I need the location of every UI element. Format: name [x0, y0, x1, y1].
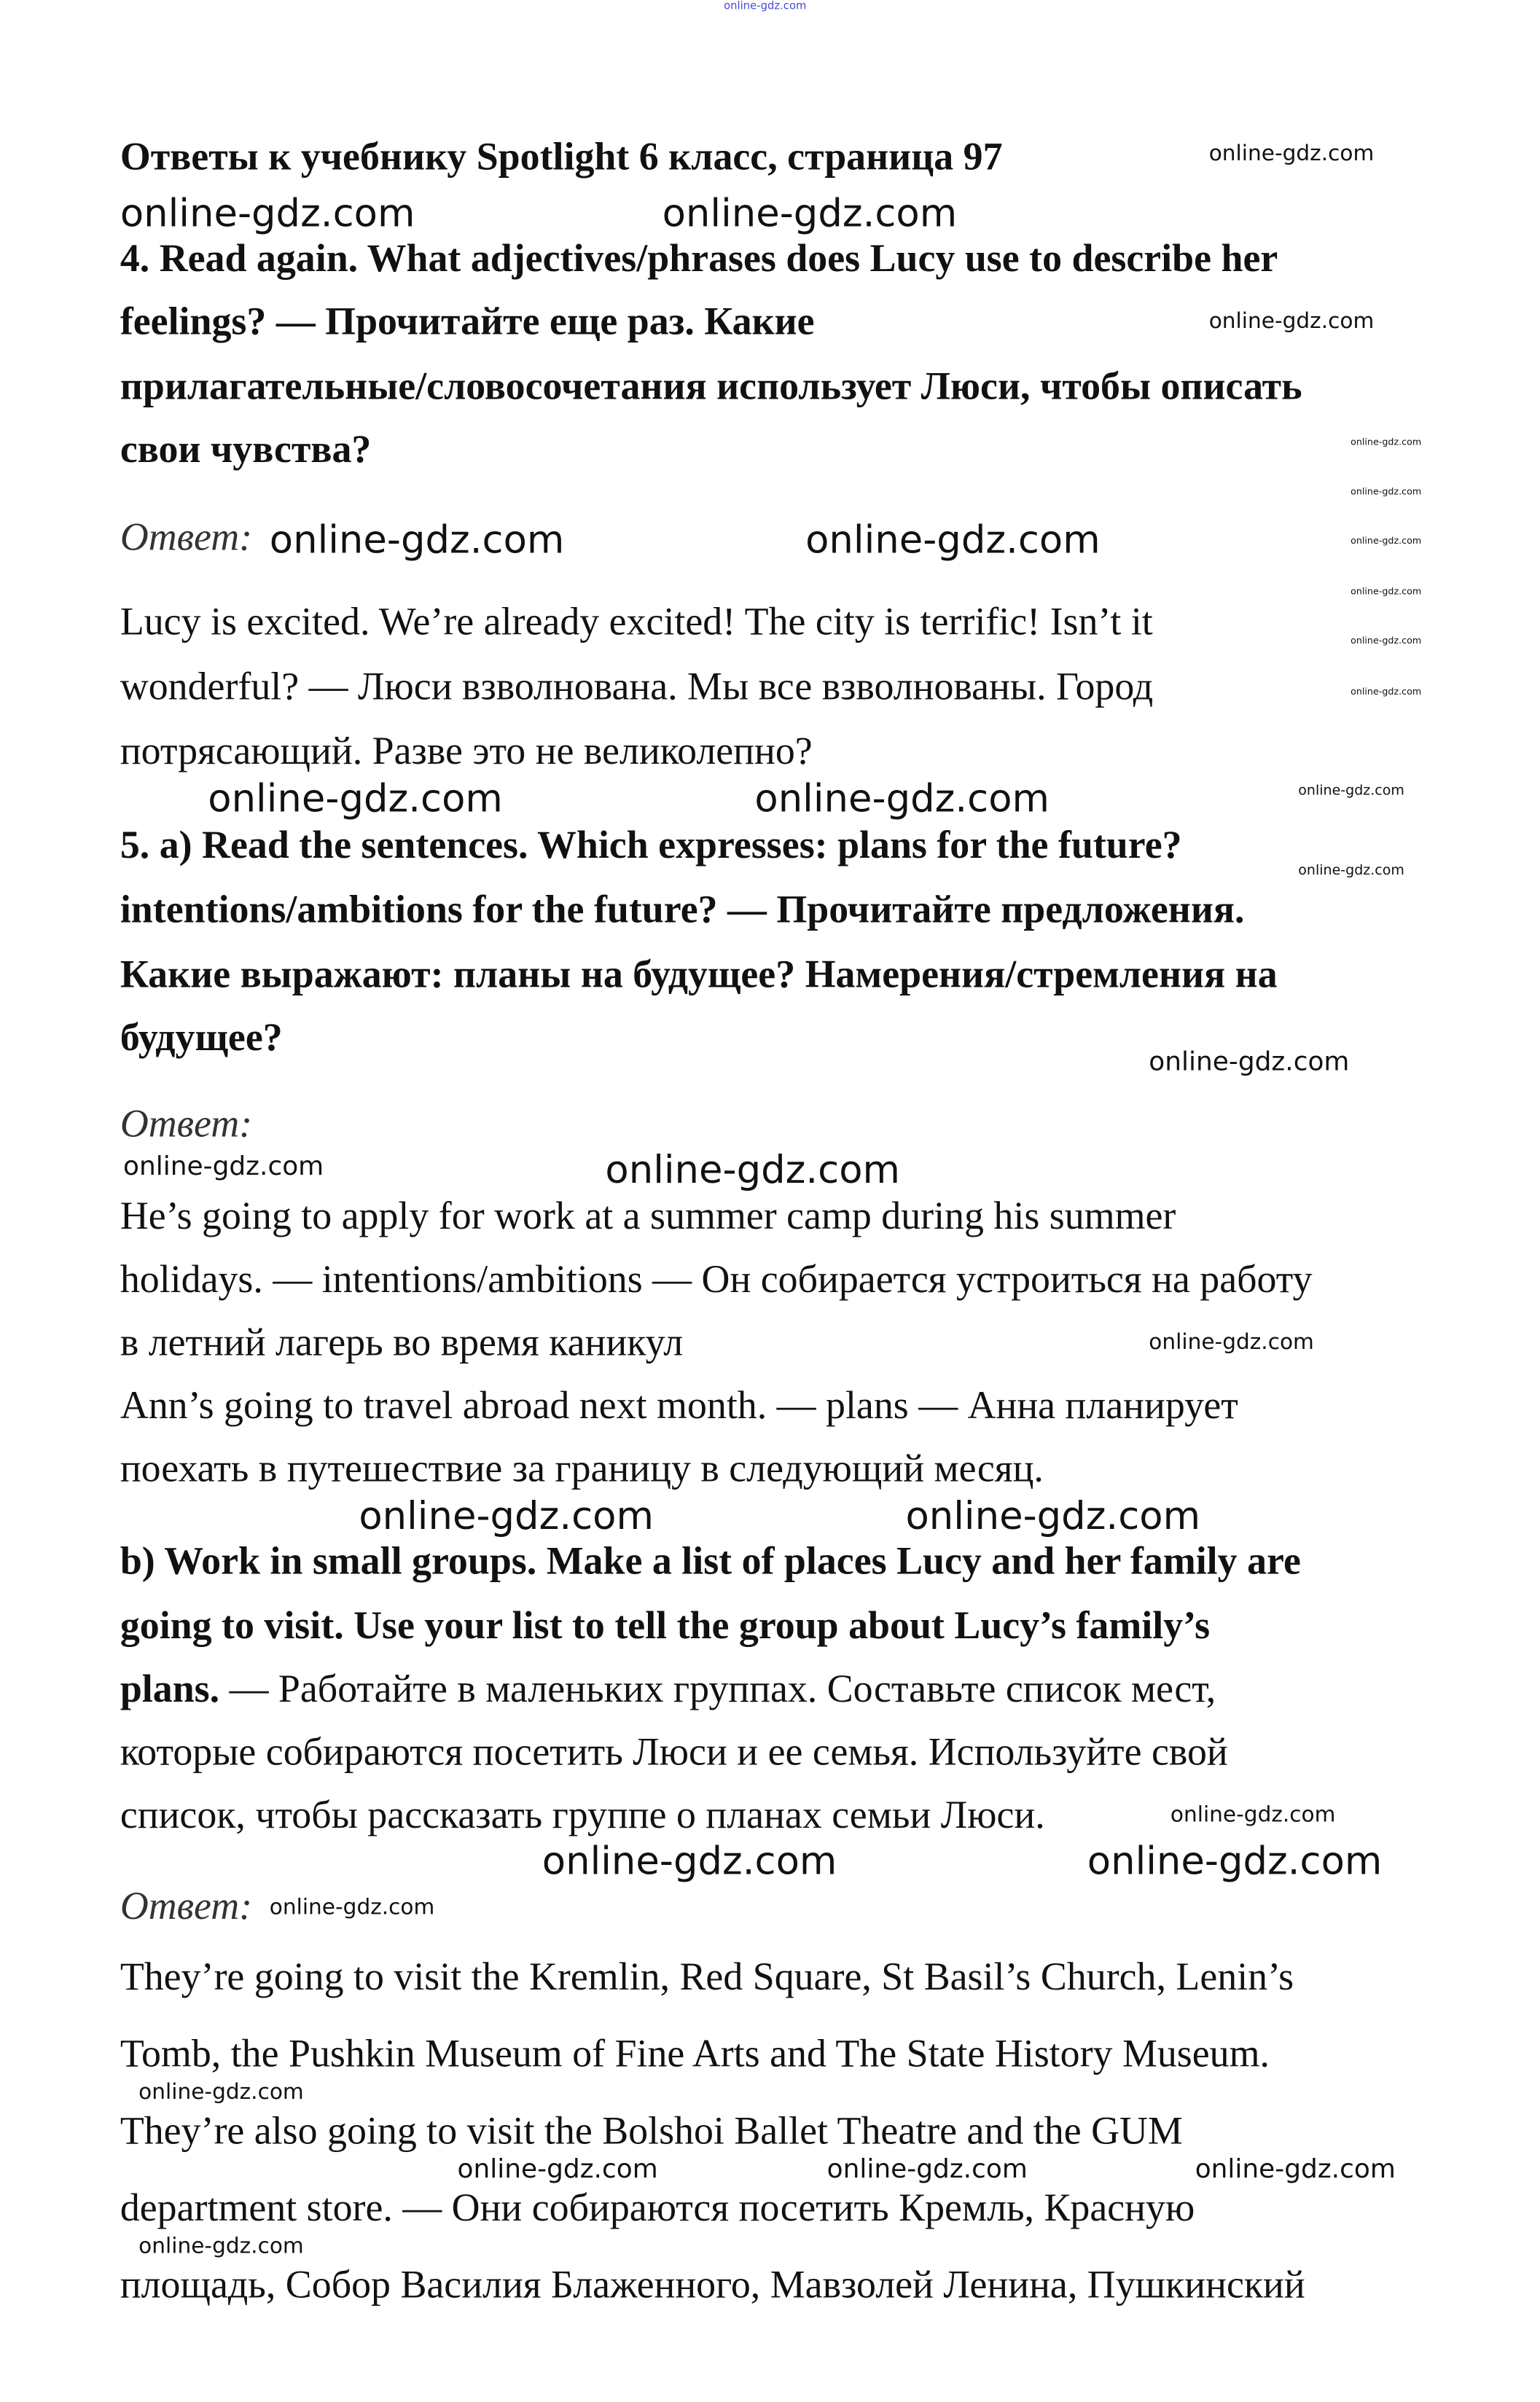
- task5a-answer-line: He’s going to apply for work at a summer camp during his summer: [120, 1193, 1176, 1238]
- task5b-answer-line: They’re going to visit the Kremlin, Red Square, St Basil’s Church, Lenin’s: [120, 1954, 1294, 1999]
- watermark: online-gdz.com: [826, 2154, 1028, 2186]
- watermark: online-gdz.com: [1351, 536, 1422, 547]
- watermark: online-gdz.com: [269, 1896, 435, 1920]
- watermark: online-gdz.com: [1087, 1838, 1383, 1884]
- answer-label: Ответ:: [120, 514, 253, 560]
- watermark: online-gdz.com: [662, 191, 958, 236]
- task5b-answer-line: They’re also going to visit the Bolshoi Ballet Theatre and the GUM: [120, 2108, 1183, 2153]
- watermark: online-gdz.com: [1351, 437, 1422, 448]
- task5a-question-line: 5. a) Read the sentences. Which expresses: plans for the future?: [120, 822, 1182, 867]
- watermark: online-gdz.com: [1149, 1330, 1314, 1355]
- task4-answer-line: Lucy is excited. We’re already excited! The city is terrific! Isn’t it: [120, 598, 1153, 644]
- watermark: online-gdz.com: [605, 1147, 901, 1192]
- watermark: online-gdz.com: [1351, 486, 1422, 498]
- task4-question-line: свои чувства?: [120, 426, 372, 472]
- task5a-question-line: intentions/ambitions for the future? — Прочитайте предложения.: [120, 887, 1245, 932]
- watermark: online-gdz.com: [724, 0, 807, 12]
- task5b-question-line: going to visit. Use your list to tell the group about Lucy’s family’s: [120, 1603, 1211, 1648]
- watermark: online-gdz.com: [1208, 309, 1375, 335]
- watermark: online-gdz.com: [457, 2154, 658, 2186]
- task5a-answer-line: поехать в путешествие за границу в следующий месяц.: [120, 1446, 1044, 1491]
- task4-question-line: 4. Read again. What adjectives/phrases does Lucy use to describe her: [120, 235, 1278, 281]
- watermark: online-gdz.com: [1170, 1803, 1336, 1828]
- task4-question-line: прилагательные/словосочетания использует Люси, чтобы описать: [120, 363, 1302, 408]
- task4-question-line: feelings? — Прочитайте еще раз. Какие: [120, 298, 815, 344]
- page-title: Ответы к учебнику Spotlight 6 класс, страница 97: [120, 133, 1003, 179]
- watermark: online-gdz.com: [542, 1838, 837, 1884]
- watermark: online-gdz.com: [1298, 783, 1404, 799]
- watermark: online-gdz.com: [1208, 141, 1375, 167]
- task4-answer-line: wonderful? — Люси взволнована. Мы все взволнованы. Город: [120, 663, 1154, 708]
- task4-answer-line: потрясающий. Разве это не великолепно?: [120, 728, 813, 773]
- watermark: online-gdz.com: [754, 775, 1050, 821]
- watermark: online-gdz.com: [905, 1493, 1201, 1538]
- watermark: online-gdz.com: [123, 1151, 324, 1183]
- watermark: online-gdz.com: [359, 1493, 654, 1538]
- task5a-answer-line: Ann’s going to travel abroad next month. — plans — Анна планирует: [120, 1382, 1238, 1428]
- watermark: online-gdz.com: [1298, 864, 1404, 880]
- task5b-answer-line: Tomb, the Pushkin Museum of Fine Arts and The State History Museum.: [120, 2031, 1270, 2076]
- task5a-answer-line: holidays. — intentions/ambitions — Он собирается устроиться на работу: [120, 1256, 1313, 1302]
- watermark: online-gdz.com: [805, 517, 1101, 563]
- task5b-question-bold: plans.: [120, 1666, 220, 1711]
- watermark: online-gdz.com: [138, 2080, 304, 2105]
- watermark: online-gdz.com: [138, 2234, 304, 2259]
- answer-label: Ответ:: [120, 1883, 253, 1928]
- task5b-answer-line: площадь, Собор Василия Блаженного, Мавзолей Ленина, Пушкинский: [120, 2261, 1305, 2307]
- watermark: online-gdz.com: [208, 775, 503, 821]
- watermark: online-gdz.com: [1149, 1047, 1350, 1079]
- answer-label: Ответ:: [120, 1100, 253, 1146]
- watermark: online-gdz.com: [1351, 635, 1422, 647]
- task5b-question-line: которые собираются посетить Люси и ее семья. Используйте свой: [120, 1729, 1228, 1775]
- watermark: online-gdz.com: [1351, 587, 1422, 598]
- watermark: online-gdz.com: [1195, 2154, 1396, 2186]
- task5b-answer-line: department store. — Они собираются посетить Кремль, Красную: [120, 2185, 1195, 2230]
- task5b-question-line: b) Work in small groups. Make a list of places Lucy and her family are: [120, 1538, 1301, 1584]
- task5b-question-line: список, чтобы рассказать группе о планах семьи Люси.: [120, 1792, 1045, 1837]
- watermark: online-gdz.com: [1351, 686, 1422, 698]
- task5a-question-line: Какие выражают: планы на будущее? Намерения/стремления на: [120, 951, 1278, 997]
- task5a-answer-line: в летний лагерь во время каникул: [120, 1319, 684, 1365]
- watermark: online-gdz.com: [269, 517, 565, 563]
- task5a-question-line: будущее?: [120, 1014, 283, 1060]
- task5b-question-text: — Работайте в маленьких группах. Составьте список мест,: [219, 1666, 1216, 1711]
- watermark: online-gdz.com: [120, 191, 415, 236]
- task5b-question-line: [120, 1667, 1216, 1710]
